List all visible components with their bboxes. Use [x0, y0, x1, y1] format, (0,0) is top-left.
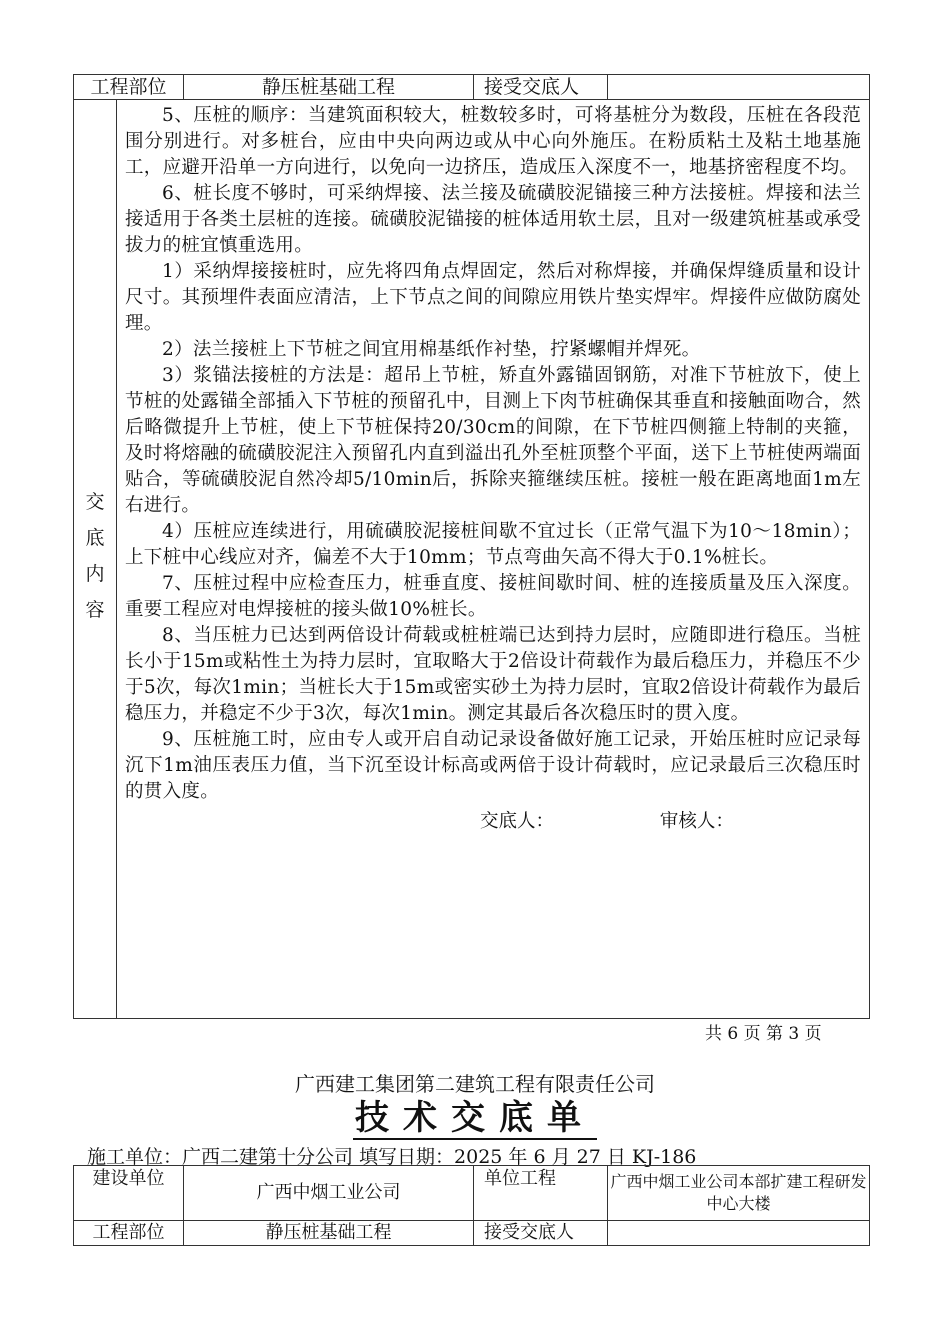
- unit-project-value: 广西中烟工业公司本部扩建工程研发中心大楼: [608, 1166, 870, 1221]
- paragraph: 8、当压桩力已达到两倍设计荷载或桩桩端已达到持力层时，应随即进行稳压。当桩长小于15m或粘性土为持力层时，宜取略大于2倍设计荷载作为最后稳压力，并稳压不少于5次，每次1min；当桩长大于15m或密实砂土为持力层时，宜取2倍设计荷载作为最后稳压力，并稳定不少于3次，每次1min。测定其最后各次稳压时的贯入度。: [125, 625, 861, 724]
- page-indicator: 共 6 页 第 3 页: [705, 1024, 822, 1044]
- label-receiver-2: 接受交底人: [474, 1221, 608, 1246]
- signature-row: [125, 809, 861, 835]
- receiver-value: [608, 75, 870, 100]
- next-page-header-table: [73, 1165, 870, 1246]
- receiver-value-2: [608, 1221, 870, 1246]
- label-project-part-2: 工程部位: [74, 1221, 184, 1246]
- label-unit-project: 单位工程: [474, 1166, 608, 1221]
- side-label: 交 底 内 容: [85, 491, 105, 621]
- presenter-label: 交底人：: [480, 811, 555, 832]
- paragraph: 7、压桩过程中应检查压力，桩垂直度、接桩间歇时间、桩的连接质量及压入深度。重要工程应对电焊接桩的接头做10%桩长。: [125, 573, 861, 620]
- paragraph: 9、压桩施工时，应由专人或开启自动记录设备做好施工记录，开始压桩时应记录每沉下1m油压表压力值，当下沉至设计标高或两倍于设计荷载时，应记录最后三次稳压时的贯入度。: [125, 729, 861, 802]
- document-title: 技术交底单: [355, 1098, 595, 1138]
- disclosure-table: [73, 74, 870, 1019]
- paragraph: 6、桩长度不够时，可采纳焊接、法兰接及硫磺胶泥锚接三种方法接桩。焊接和法兰接适用于各类土层桩的连接。硫磺胶泥锚接的桩体适用软土层，且对一级建筑桩基或承受拔力的桩宜慎重选用。: [125, 183, 861, 256]
- project-part-value-2: 静压桩基础工程: [184, 1221, 474, 1246]
- document-meta: 施工单位：广西二建第十分公司 填写日期：2025 年 6 月 27 日 KJ-186: [87, 1146, 697, 1168]
- paragraph: 4）压桩应连续进行，用硫磺胶泥接桩间歇不宜过长（正常气温下为10～18min）；上下桩中心线应对齐，偏差不大于10mm；节点弯曲矢高不得大于0.1%桩长。: [125, 521, 861, 568]
- reviewer-label: 审核人：: [659, 811, 734, 832]
- paragraph: 2）法兰接桩上下节桩之间宜用棉基纸作衬垫，拧紧螺帽并焊死。: [162, 339, 701, 360]
- builder-value: 广西中烟工业公司: [184, 1166, 474, 1221]
- side-label-cell: [74, 100, 117, 1018]
- label-builder: 建设单位: [74, 1166, 184, 1221]
- label-project-part: 工程部位: [74, 75, 184, 100]
- paragraph: 5、压桩的顺序：当建筑面积较大，桩数较多时，可将基桩分为数段，压桩在各段范围分别进行。对多桩台，应由中央向两边或从中心向外施压。在粉质粘土及粘土地基施工，应避开沿单一方向进行，以免向一边挤压，造成压入深度不一，地基挤密程度不均。: [125, 105, 861, 178]
- project-part-value: 静压桩基础工程: [184, 75, 474, 100]
- paragraph: 3）浆锚法接桩的方法是：超吊上节桩，矫直外露锚固钢筋，对准下节桩放下，使上节桩的处露锚全部插入下节桩的预留孔中，目测上下肉节桩确保其垂直和接触面吻合，然后略微提升上节桩，使上下节桩保持20/30cm的间隙，在下节桩四侧箍上特制的夹箍，及时将熔融的硫磺胶泥注入预留孔内直到溢出孔外至桩顶整个平面，送下上节桩使两端面贴合，等硫磺胶泥自然冷却5/10min后，拆除夹箍继续压桩。接桩一般在距离地面1m左右进行。: [125, 365, 861, 516]
- company-name: 广西建工集团第二建筑工程有限责任公司: [295, 1072, 655, 1096]
- disclosure-content: [117, 100, 869, 1018]
- label-receiver: 接受交底人: [474, 75, 608, 100]
- paragraph: 1）采纳焊接接桩时，应先将四角点焊固定，然后对称焊接，并确保焊缝质量和设计尺寸。其预埋件表面应清洁，上下节点之间的间隙应用铁片垫实焊牢。焊接件应做防腐处理。: [125, 261, 861, 334]
